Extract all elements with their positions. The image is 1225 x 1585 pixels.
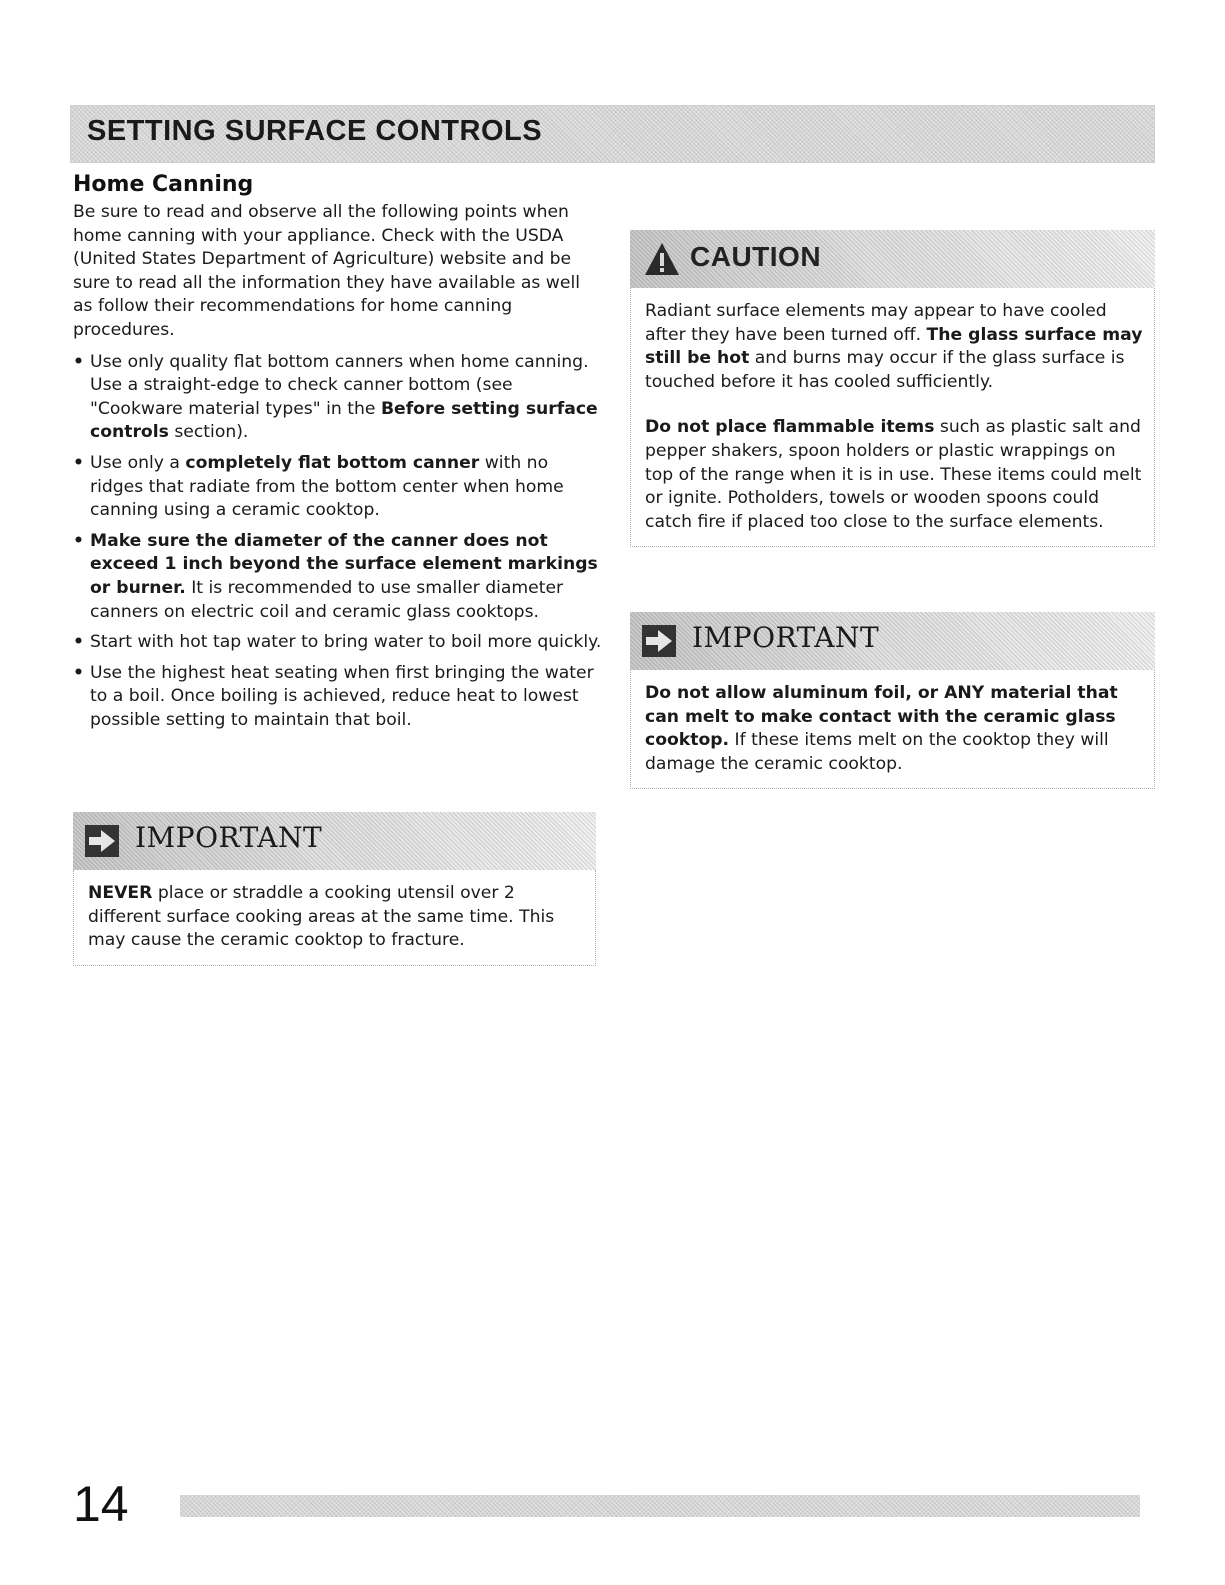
bullet-glyph: •: [73, 452, 84, 473]
bullet-text: with no ridges that radiate from the bottom center when home canning using a ceramic cooktop.: [90, 452, 564, 521]
list-item: [73, 452, 603, 523]
important-bold-text: Do not allow aluminum foil, or ANY material that can melt to make contact with the ceramic glass cooktop.: [645, 683, 1118, 751]
important-bold-text: NEVER: [88, 883, 153, 903]
caution-bold-text: Do not place flammable items: [645, 417, 935, 438]
bullet-text: Use only a: [90, 452, 186, 473]
bullet-glyph: •: [73, 662, 84, 683]
warning-triangle-icon: [644, 242, 680, 276]
home-canning-section: [73, 172, 603, 739]
bullet-text: Start with hot tap water to bring water to boil more quickly.: [90, 632, 602, 653]
page-number: 14: [73, 1476, 129, 1532]
arrow-right-icon: [85, 825, 119, 857]
important-header: [630, 612, 1155, 670]
important-text: place or straddle a cooking utensil over 2 different surface cooking areas at the same time. This may cause the ceramic cooktop to fracture.: [88, 883, 555, 951]
important-title: IMPORTANT: [692, 621, 880, 654]
bullet-glyph: •: [73, 351, 84, 372]
section-title: SETTING SURFACE CONTROLS: [87, 115, 543, 147]
important-body: [630, 670, 1155, 789]
list-item: [73, 530, 603, 624]
important-box-left: [73, 812, 596, 966]
home-canning-intro: Be sure to read and observe all the following points when home canning with your appliance. Check with the USDA (United States Department of Agriculture) website and be sure to read all the information they have available as well as follow their recommendations for home canning procedures.: [73, 202, 580, 340]
bullet-bold-text: completely flat bottom canner: [185, 452, 480, 473]
bullet-text: Use only quality flat bottom canners when home canning. Use a straight-edge to check canner bottom (see "Cookware material types" in the: [90, 351, 589, 419]
bullet-glyph: •: [73, 530, 84, 551]
list-item: [73, 662, 603, 733]
arrow-right-icon: [642, 625, 676, 657]
home-canning-bullet-list: [73, 351, 603, 733]
important-text: If these items melt on the cooktop they will damage the ceramic cooktop.: [645, 730, 1109, 774]
list-item: [73, 351, 603, 445]
bullet-bold-text: Before setting surface controls: [90, 398, 598, 443]
bullet-bold-text: Make sure the diameter of the canner does not exceed 1 inch beyond the surface element markings or burner.: [90, 530, 598, 598]
important-title: IMPORTANT: [135, 821, 323, 854]
section-banner: [70, 105, 1155, 163]
caution-text: and burns may occur if the glass surface is touched before it has cooled sufficiently.: [645, 348, 1125, 392]
caution-paragraph: [645, 416, 1144, 534]
bullet-text: section).: [168, 422, 249, 443]
footer-rule: [180, 1495, 1140, 1517]
caution-text: Radiant surface elements may appear to have cooled after they have been turned off.: [645, 301, 1107, 345]
bullet-text: Use the highest heat seating when first bringing the water to a boil. Once boiling is achieved, reduce heat to lowest possible setting to maintain that boil.: [90, 662, 594, 730]
caution-title: CAUTION: [690, 241, 822, 272]
important-box-right: [630, 612, 1155, 789]
list-item: [73, 631, 603, 655]
important-body: [73, 870, 596, 966]
caution-bold-text: The glass surface may still be hot: [645, 324, 1143, 369]
caution-box: [630, 230, 1155, 547]
bullet-glyph: •: [73, 632, 84, 653]
important-header: [73, 812, 596, 870]
caution-header: [630, 230, 1155, 288]
bullet-text: It is recommended to use smaller diameter canners on electric coil and ceramic glass cooktops.: [90, 577, 564, 622]
home-canning-heading: Home Canning: [73, 172, 254, 197]
caution-body: [630, 288, 1155, 547]
caution-text: such as plastic salt and pepper shakers, spoon holders or plastic wrappings on top of the range when it is in use. These items could melt or ignite. Potholders, towels or wooden spoons could catch fire if placed too close to the surface elements.: [645, 417, 1142, 532]
caution-paragraph: [645, 300, 1144, 394]
